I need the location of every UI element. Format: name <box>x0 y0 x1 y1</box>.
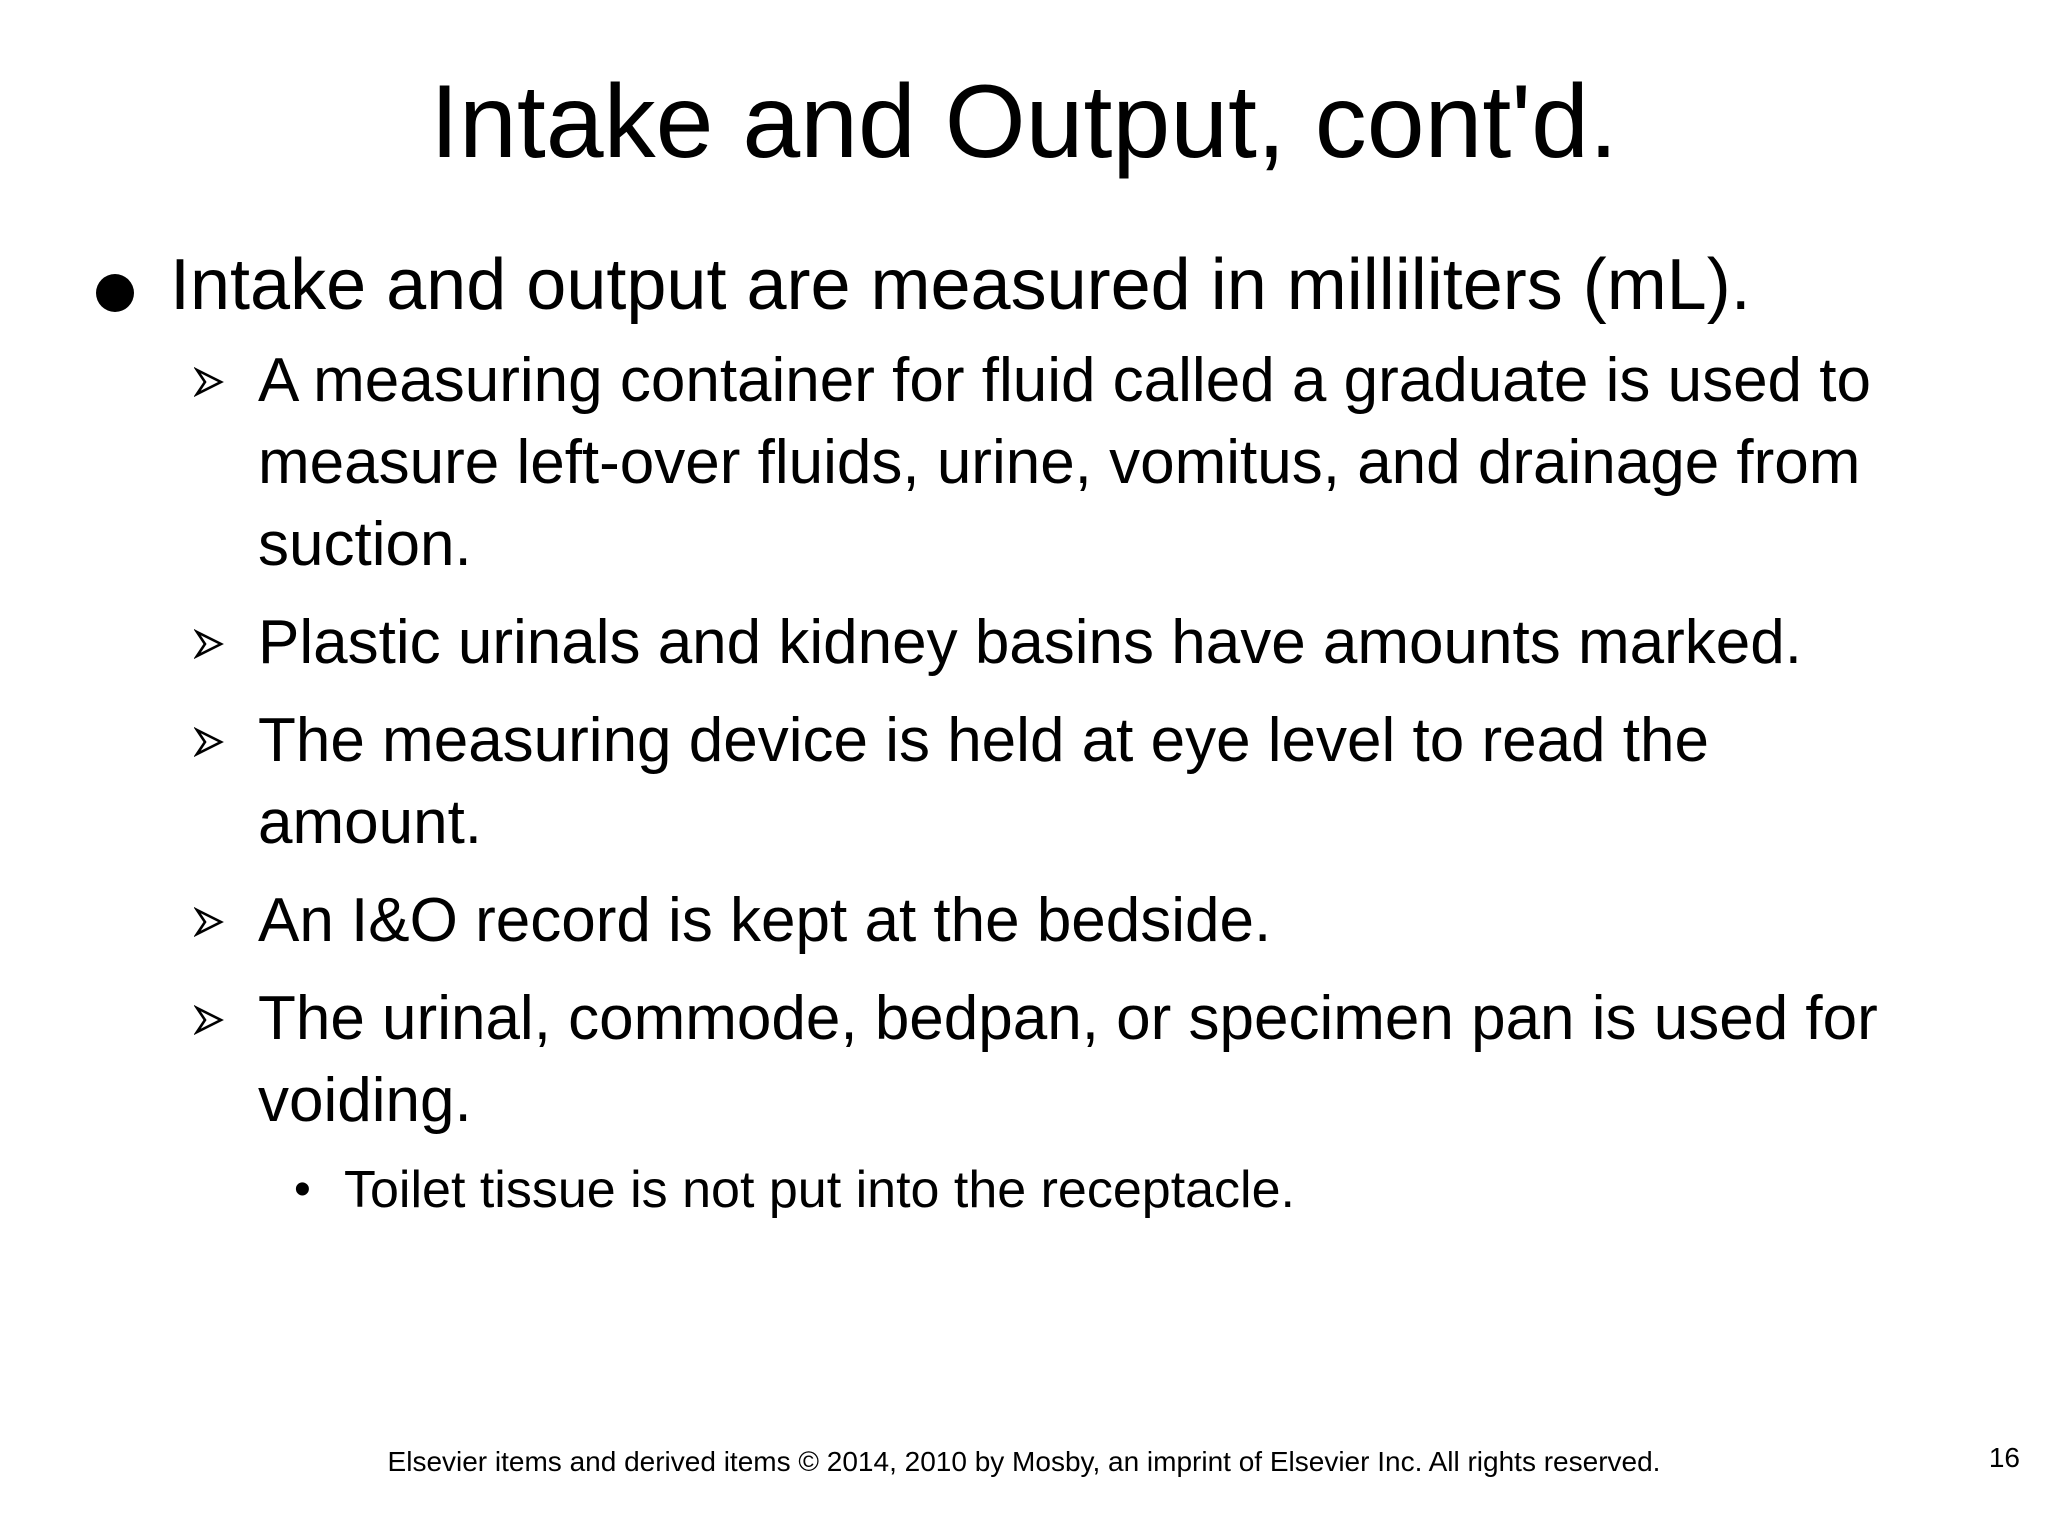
arrowhead-bullet-icon <box>194 978 234 1060</box>
arrowhead-bullet-icon <box>194 602 234 684</box>
copyright-footer: Elsevier items and derived items © 2014, 2010 by Mosby, an imprint of Elsevier Inc. All rights reserved. <box>387 1446 1661 1477</box>
sub-bullet-item <box>88 340 1918 586</box>
sub-bullet-text: The urinal, commode, bedpan, or specimen pan is used for voiding. <box>258 984 1878 1135</box>
sub-bullet-item <box>88 880 1918 962</box>
slide-title: Intake and Output, cont'd. <box>430 64 1618 180</box>
sub-bullet-list <box>88 340 2008 1142</box>
page-number: 16 <box>1988 1442 2020 1473</box>
sub-bullet-item <box>88 700 1918 864</box>
slide-content <box>88 244 2008 1222</box>
main-bullet-item <box>88 244 2008 326</box>
sub-bullet-text: A measuring container for fluid called a graduate is used to measure left-over fluids, urine, vomitus, and drainage from suction. <box>258 346 1871 579</box>
sub-sub-bullet-item <box>88 1158 2008 1222</box>
main-bullet-text: Intake and output are measured in milliliters (mL). <box>170 245 1751 325</box>
arrowhead-bullet-icon <box>194 340 234 422</box>
sub-bullet-text: An I&O record is kept at the bedside. <box>258 886 1272 955</box>
small-dot-bullet-icon: • <box>294 1163 311 1216</box>
sub-bullet-text: The measuring device is held at eye level to read the amount. <box>258 706 1709 857</box>
sub-bullet-text: Plastic urinals and kidney basins have amounts marked. <box>258 608 1802 677</box>
sub-bullet-item <box>88 978 1918 1142</box>
sub-bullet-item <box>88 602 1918 684</box>
arrowhead-bullet-icon <box>194 700 234 782</box>
sub-sub-bullet-list <box>88 1158 2008 1222</box>
sub-sub-bullet-text: Toilet tissue is not put into the receptacle. <box>344 1161 1295 1219</box>
arrowhead-bullet-icon <box>194 880 234 962</box>
filled-circle-bullet-icon <box>96 274 134 312</box>
